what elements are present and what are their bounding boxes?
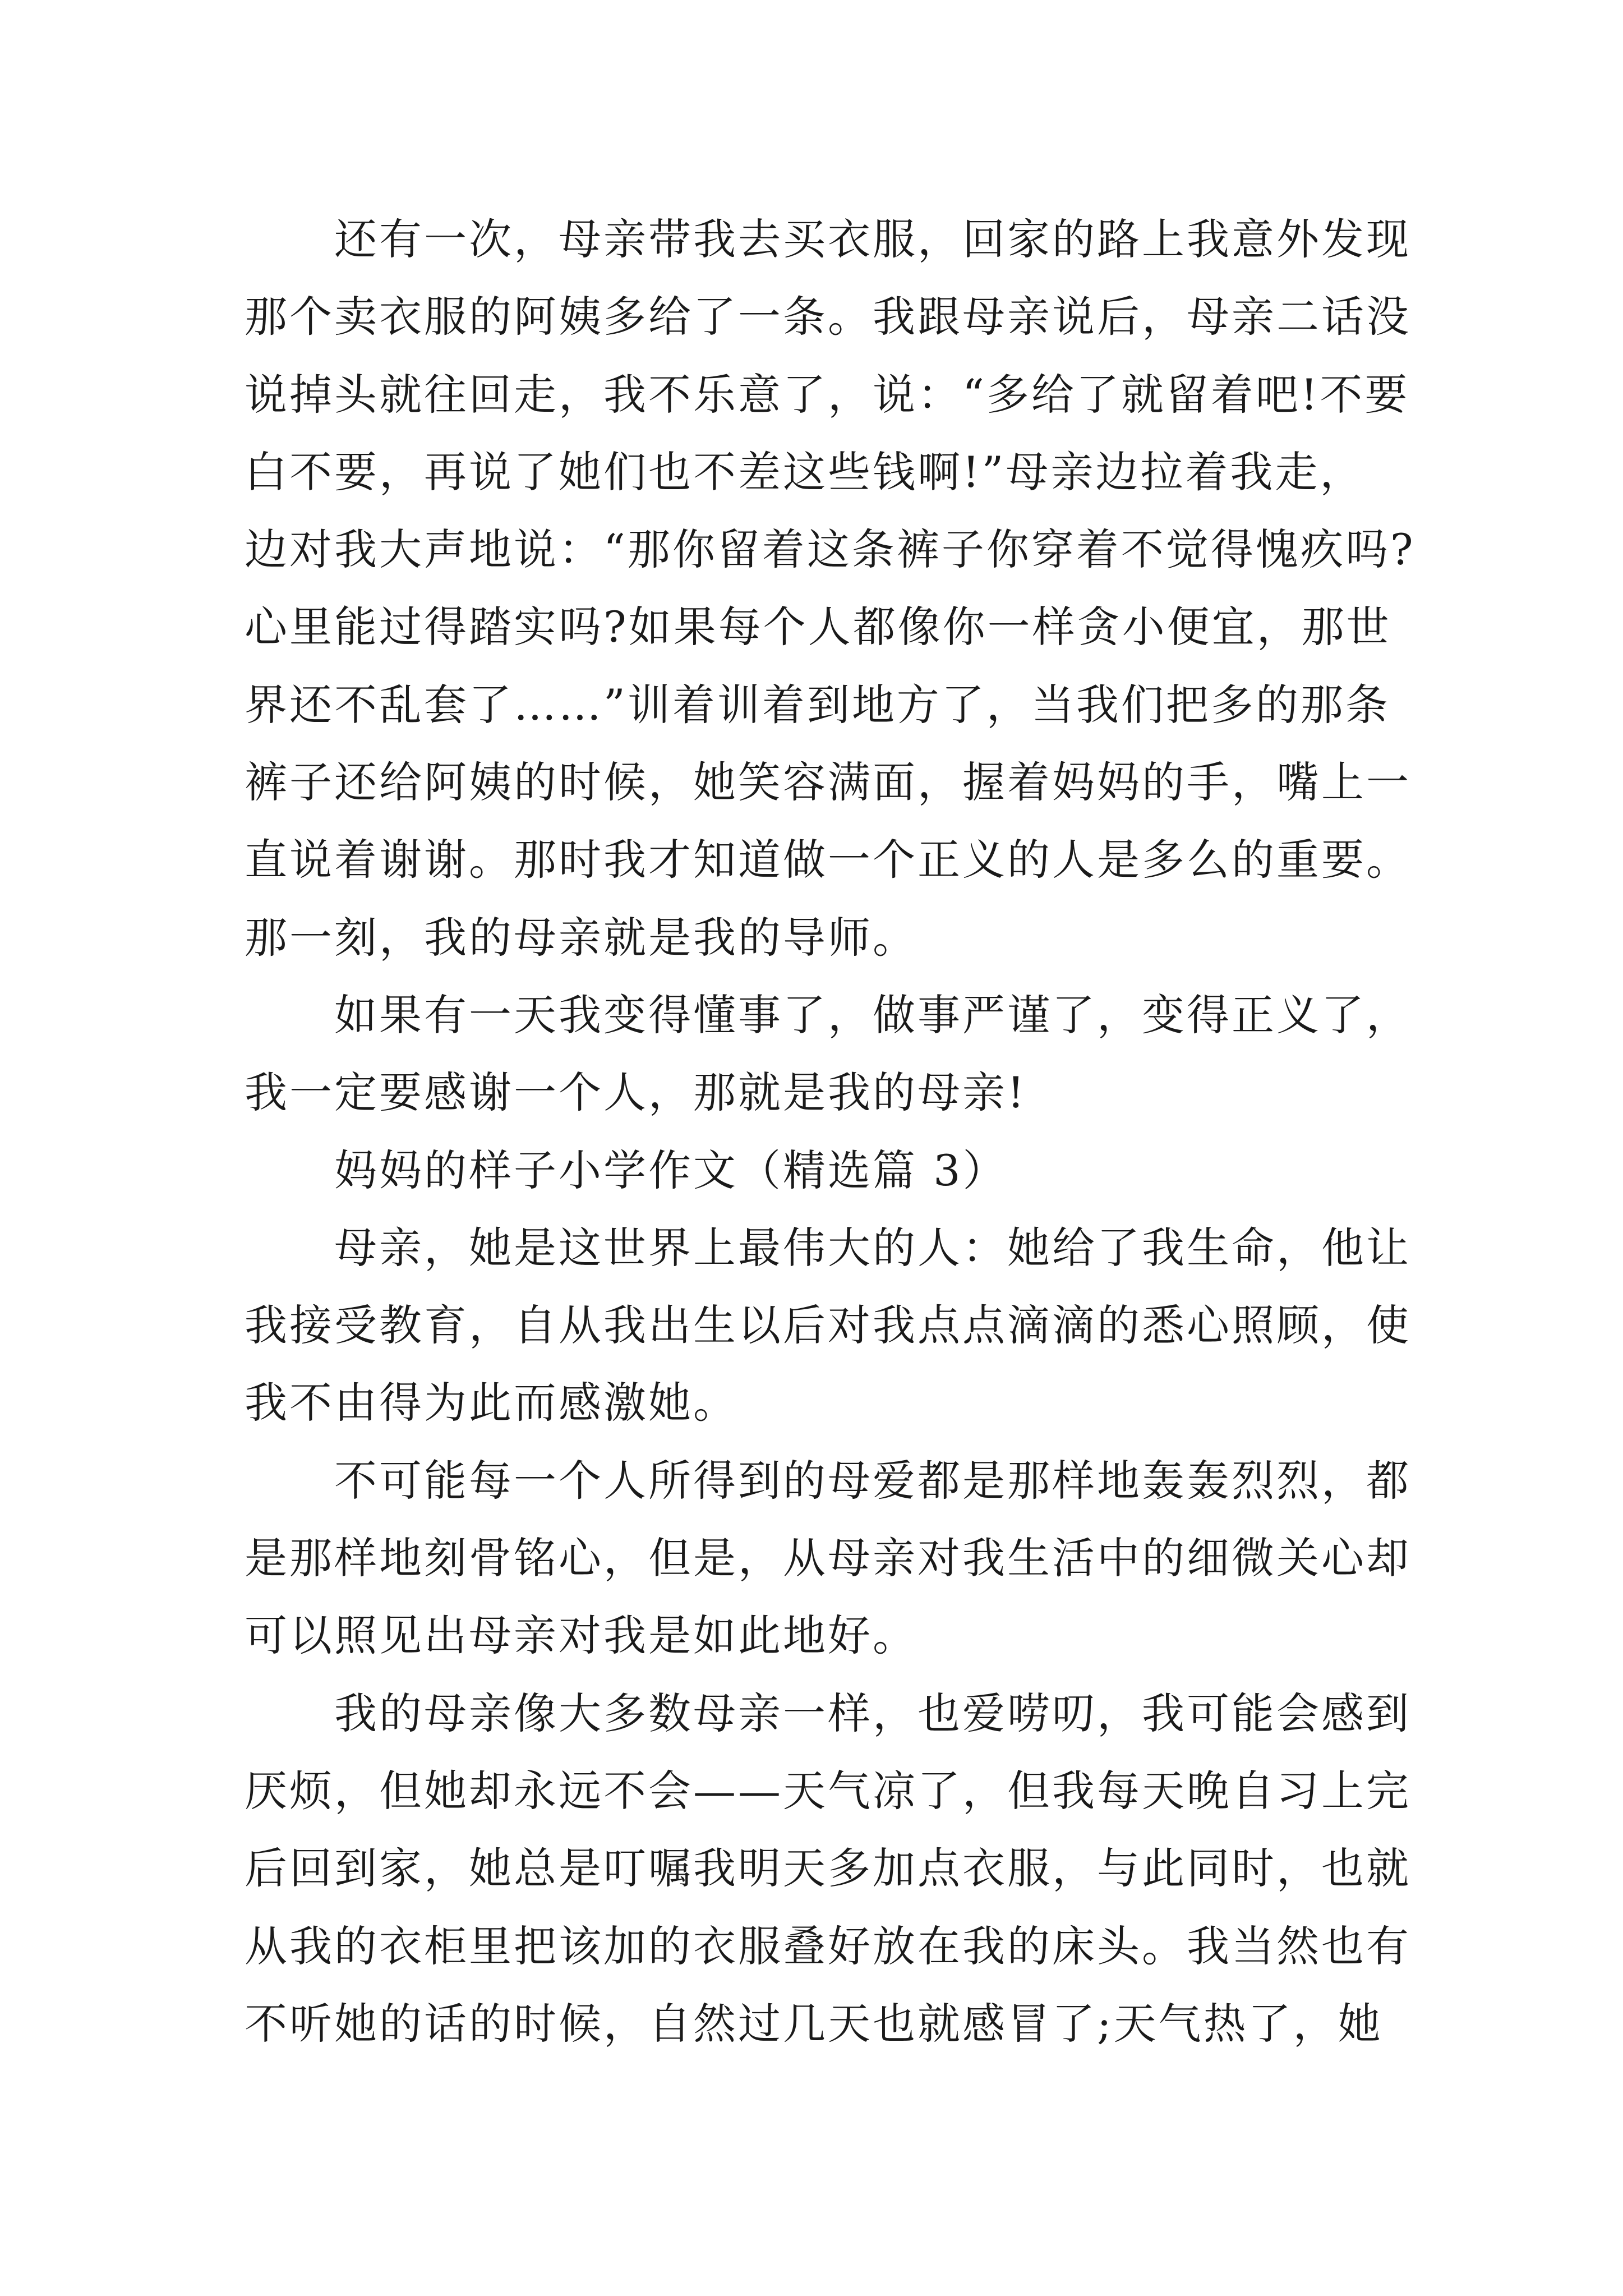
text-line: 那个卖衣服的阿姨多给了一条。我跟母亲说后，母亲二话没 [245,292,1411,342]
text-line: 还有一次，母亲带我去买衣服，回家的路上我意外发现 [334,214,1411,264]
text-line: 母亲，她是这世界上最伟大的人：她给了我生命，他让 [334,1222,1411,1273]
text-line: 后回到家，她总是叮嘱我明天多加点衣服，与此同时，也就 [245,1843,1411,1894]
text-line: 白不要，再说了她们也不差这些钱啊!”母亲边拉着我走， [245,447,1365,497]
text-line: 我接受教育，自从我出生以后对我点点滴滴的悉心照顾，使 [245,1300,1411,1351]
text-line: 如果有一天我变得懂事了，做事严谨了，变得正义了， [334,990,1411,1040]
text-line: 说掉头就往回走，我不乐意了，说：“多给了就留着吧!不要 [245,369,1410,420]
text-line: 心里能过得踏实吗?如果每个人都像你一样贪小便宜，那世 [245,602,1391,652]
text-line: 直说着谢谢。那时我才知道做一个正义的人是多么的重要。 [245,835,1411,885]
text-line: 不听她的话的时候，自然过几天也就感冒了;天气热了，她 [245,1998,1383,2049]
text-line: 可以照见出母亲对我是如此地好。 [245,1611,917,1661]
body-text [245,201,1415,2063]
text-line: 不可能每一个人所得到的母爱都是那样地轰轰烈烈，都 [334,1455,1411,1506]
text-line: 是那样地刻骨铭心，但是，从母亲对我生活中的细微关心却 [245,1533,1411,1584]
text-line: 我一定要感谢一个人，那就是我的母亲! [245,1068,1027,1118]
text-line: 那一刻，我的母亲就是我的导师。 [245,912,917,963]
text-line: 我的母亲像大多数母亲一样，也爱唠叨，我可能会感到 [334,1688,1411,1738]
text-line: 厌烦，但她却永远不会——天气凉了，但我每天晚自习上完 [245,1765,1411,1816]
text-line: 我不由得为此而感激她。 [245,1378,738,1428]
section-heading: 妈妈的样子小学作文（精选篇 3） [334,1145,1008,1195]
text-line: 裤子还给阿姨的时候，她笑容满面，握着妈妈的手，嘴上一 [245,757,1411,808]
text-line: 界还不乱套了……”训着训着到地方了，当我们把多的那条 [245,679,1390,730]
text-line: 边对我大声地说：“那你留着这条裤子你穿着不觉得愧疚吗? [245,524,1415,575]
text-line: 从我的衣柜里把该加的衣服叠好放在我的床头。我当然也有 [245,1921,1411,1971]
